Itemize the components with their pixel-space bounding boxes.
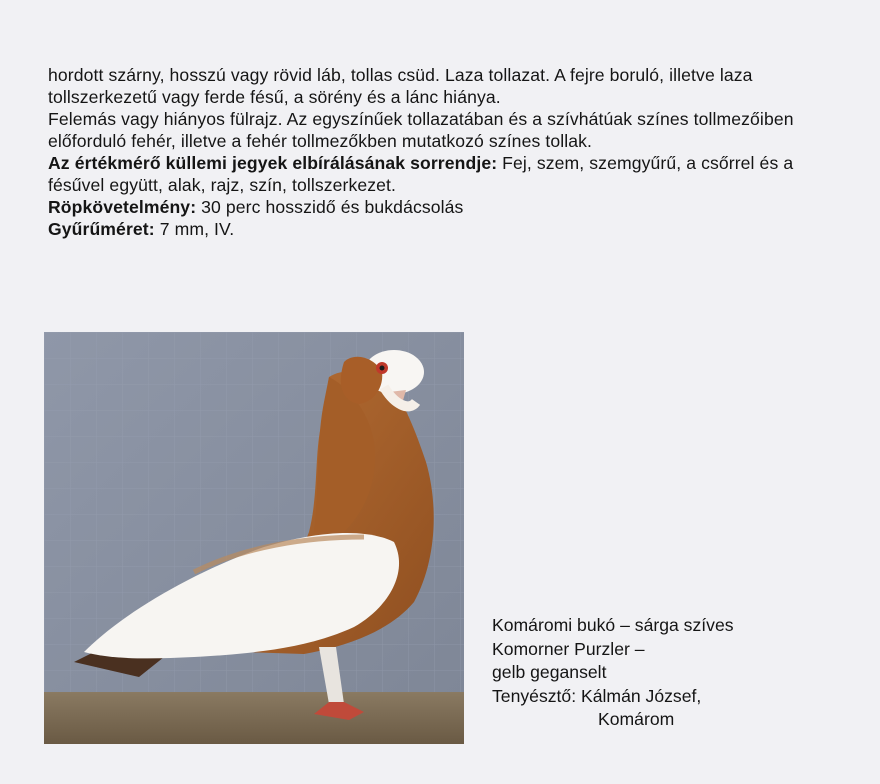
caption-hungarian-name: Komáromi bukó – sárga szíves	[492, 615, 734, 635]
ring-size-paragraph	[48, 218, 828, 240]
breed-description	[48, 64, 828, 240]
flight-requirement-label: Röpkövetelmény:	[48, 197, 197, 217]
pigeon-photo	[44, 332, 464, 744]
photo-floor	[44, 692, 464, 744]
caption-location: Komárom	[598, 709, 675, 729]
photo-caption	[492, 614, 832, 732]
pigeon-illustration	[44, 332, 464, 744]
evaluation-order-label: Az értékmérő küllemi jegyek elbírálásának sorrendje:	[48, 153, 498, 173]
pigeon-pupil	[380, 366, 385, 371]
caption-german-color: gelb geganselt	[492, 662, 607, 682]
faults-paragraph-2: Felemás vagy hiányos fülrajz. Az egyszínűek tollazatában és a szívhátúak színes tollmezőiben előforduló fehér, illetve a fehér tollmezőkben mutatkozó színes tollak.	[48, 109, 794, 151]
ring-size-value: 7 mm, IV.	[154, 219, 235, 239]
evaluation-order-value: Fej, szem, szemgyűrű, a csőrrel és a fésűvel együtt, alak, rajz, szín, tollszerkezet.	[48, 153, 794, 195]
flight-requirement-value: 30 perc hosszidő és bukdácsolás	[196, 197, 464, 217]
ring-size-label: Gyűrűméret:	[48, 219, 155, 239]
evaluation-order-paragraph	[48, 152, 828, 196]
faults-paragraph-1: hordott szárny, hosszú vagy rövid láb, tollas csüd. Laza tollazat. A fejre boruló, illetve laza tollszerkezetű vagy ferde fésű, a sörény és a lánc hiánya.	[48, 65, 753, 107]
caption-german-name: Komorner Purzler –	[492, 638, 645, 659]
caption-breeder: Tenyésztő: Kálmán József,	[492, 685, 702, 706]
flight-requirement-paragraph	[48, 196, 828, 218]
